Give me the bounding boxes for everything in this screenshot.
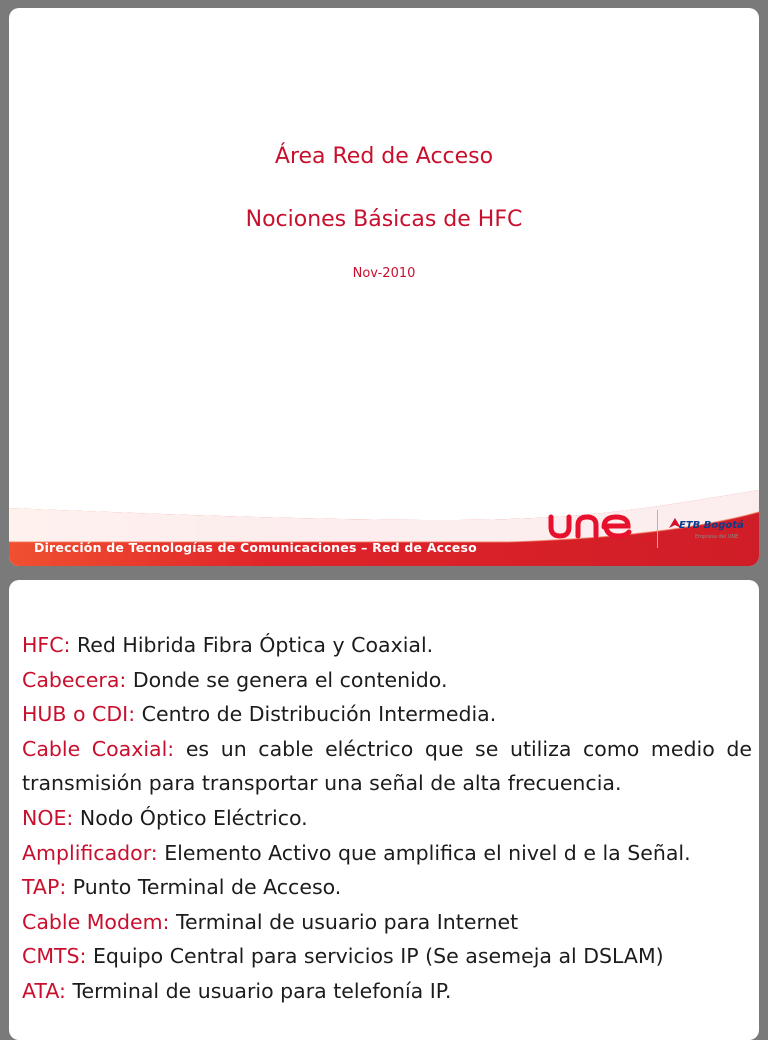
definition-term: TAP: xyxy=(22,875,67,900)
definition-term: Cabecera: xyxy=(22,667,127,692)
definition-text: es un cable eléctrico que se utiliza como medio de transmisión para transportar una señal de alta frecuencia. xyxy=(22,736,752,796)
definition-item xyxy=(22,732,752,801)
definition-text: Red Hibrida Fibra Óptica y Coaxial. xyxy=(70,633,434,657)
definition-term: HUB o CDI: xyxy=(22,702,136,727)
definition-item xyxy=(22,905,752,940)
definition-text: Nodo Óptico Eléctrico. xyxy=(73,805,308,830)
definition-term: HFC: xyxy=(22,633,71,657)
definition-item xyxy=(22,697,752,732)
definitions-slide xyxy=(9,580,759,1040)
slide-subtitle: Nociones Básicas de HFC xyxy=(245,207,523,232)
definition-text: Punto Terminal de Acceso. xyxy=(66,875,342,900)
definition-item xyxy=(22,870,752,905)
definition-text: Equipo Central para servicios IP (Se asemeja al DSLAM) xyxy=(86,944,664,969)
definition-term: NOE: xyxy=(22,805,74,830)
definition-term: Cable Coaxial: xyxy=(22,736,175,761)
definition-item xyxy=(22,663,752,698)
definition-item xyxy=(22,836,752,871)
definition-text: Elemento Activo que amplifica el nivel d e la Señal. xyxy=(157,840,691,865)
etb-bogota-logo xyxy=(667,514,751,544)
definitions-list xyxy=(22,628,752,1009)
footer-text: Dirección de Tecnologías de Comunicaciones – Red de Acceso xyxy=(34,540,477,555)
slide-title: Área Red de Acceso xyxy=(274,144,494,169)
definition-term: Cable Modem: xyxy=(22,909,170,934)
definition-term: CMTS: xyxy=(22,944,87,969)
definition-item xyxy=(22,801,752,836)
une-logo xyxy=(546,508,654,542)
logo-divider xyxy=(657,510,658,548)
definition-text: Terminal de usuario para Internet xyxy=(169,909,519,934)
definition-item xyxy=(22,939,752,974)
definition-term: ATA: xyxy=(22,978,66,1003)
slide-date: Nov-2010 xyxy=(352,266,416,281)
svg-text:ETB Bogotá: ETB Bogotá xyxy=(679,520,744,531)
definition-item xyxy=(22,974,752,1009)
definition-text: Donde se genera el contenido. xyxy=(126,667,448,692)
title-slide xyxy=(9,8,759,566)
svg-text:Empresa del UNE: Empresa del UNE xyxy=(695,534,739,540)
definition-text: Centro de Distribución Intermedia. xyxy=(135,702,497,727)
definition-text: Terminal de usuario para telefonía IP. xyxy=(65,978,452,1003)
definition-term: Amplificador: xyxy=(22,840,158,865)
definition-item xyxy=(22,628,752,663)
